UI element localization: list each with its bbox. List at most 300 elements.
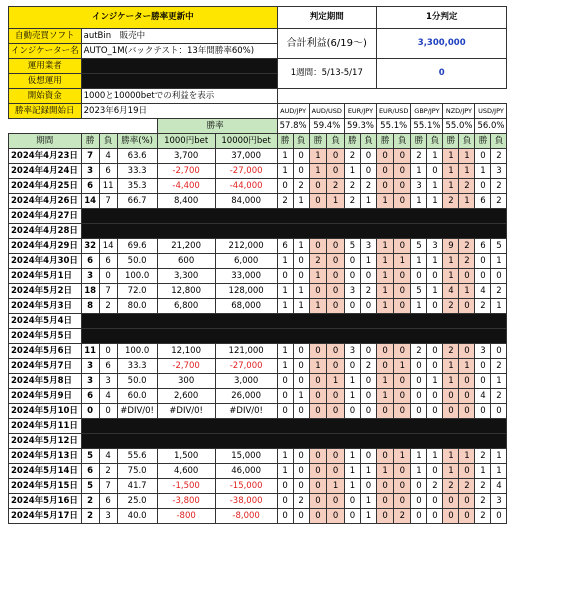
pair-result: 1: [443, 149, 459, 164]
blank-day: [81, 314, 507, 329]
info-label: 自動売買ソフト: [9, 29, 82, 44]
row-win: 8: [81, 299, 99, 314]
pair-result: 1: [411, 164, 427, 179]
pair-result: 0: [394, 194, 411, 209]
pair-result: 1: [309, 359, 327, 374]
row-date: 2024年5月7日: [9, 359, 82, 374]
row-date: 2024年5月16日: [9, 494, 82, 509]
pair-result: 0: [443, 404, 459, 419]
row-lose: 6: [99, 164, 117, 179]
pair-result: 0: [327, 299, 345, 314]
pair-result: 0: [394, 389, 411, 404]
pair-result: 2: [475, 479, 491, 494]
pair-result: 2: [344, 149, 360, 164]
pair-result: 1: [394, 254, 411, 269]
col-pair-lose: 負: [327, 134, 345, 149]
pair-result: 6: [475, 239, 491, 254]
row-bet1000: 6,800: [157, 299, 215, 314]
pair-result: 0: [411, 479, 427, 494]
pair-result: 0: [394, 299, 411, 314]
pair-result: 1: [411, 449, 427, 464]
pair-result: 0: [327, 464, 345, 479]
pair-result: 0: [475, 254, 491, 269]
pair-rate: 59.3%: [344, 119, 376, 134]
row-date: 2024年5月15日: [9, 479, 82, 494]
pair-result: 0: [427, 359, 443, 374]
row-lose: 3: [99, 509, 117, 524]
table-row: [9, 404, 507, 419]
pair-result: 2: [459, 239, 475, 254]
table-row: [9, 314, 507, 329]
pair-result: 0: [277, 479, 293, 494]
row-bet1000: 300: [157, 374, 215, 389]
sheet-title: インジケーター勝率更新中: [9, 7, 278, 29]
pair-rate: 55.1%: [411, 119, 443, 134]
pair-rate: 55.0%: [443, 119, 475, 134]
pair-result: 1: [360, 464, 376, 479]
pair-result: 0: [344, 509, 360, 524]
info-value: 1000と10000betでの利益を表示: [81, 89, 277, 104]
table-row: [9, 194, 507, 209]
pair-result: 0: [344, 269, 360, 284]
week-value: 0: [376, 59, 507, 89]
table-row: [9, 269, 507, 284]
pair-result: 1: [459, 359, 475, 374]
row-lose: 11: [99, 179, 117, 194]
row-date: 2024年4月26日: [9, 194, 82, 209]
pair-result: 0: [376, 404, 393, 419]
pair-result: 0: [427, 299, 443, 314]
pair-result: 0: [394, 164, 411, 179]
pair-result: 0: [427, 494, 443, 509]
pair-result: 0: [344, 494, 360, 509]
row-win: 6: [81, 389, 99, 404]
pair-result: 1: [277, 299, 293, 314]
row-bet10000: 33,000: [215, 269, 277, 284]
pair-result: 1: [309, 299, 327, 314]
info-value: [81, 59, 277, 74]
pair-result: 0: [277, 494, 293, 509]
pair-result: 0: [309, 284, 327, 299]
row-bet10000: -8,000: [215, 509, 277, 524]
pair-name: NZD/JPY: [443, 104, 475, 119]
row-bet10000: -15,000: [215, 479, 277, 494]
pair-result: 1: [459, 149, 475, 164]
pair-result: 1: [475, 164, 491, 179]
pair-result: 0: [376, 509, 393, 524]
table-row: [9, 284, 507, 299]
pair-result: 0: [309, 374, 327, 389]
row-bet1000: -800: [157, 509, 215, 524]
row-rate: 75.0: [117, 464, 157, 479]
row-lose: 7: [99, 194, 117, 209]
pair-result: 1: [459, 164, 475, 179]
rate-label: 勝率: [157, 119, 277, 134]
pair-result: 6: [277, 239, 293, 254]
pair-result: 1: [327, 479, 345, 494]
row-bet10000: #DIV/0!: [215, 404, 277, 419]
row-bet10000: 84,000: [215, 194, 277, 209]
row-bet10000: 15,000: [215, 449, 277, 464]
pair-result: 1: [427, 149, 443, 164]
pair-result: 3: [344, 344, 360, 359]
table-row: [9, 164, 507, 179]
row-win: 3: [81, 374, 99, 389]
row-lose: 6: [99, 359, 117, 374]
row-lose: 0: [99, 344, 117, 359]
row-rate: 33.3: [117, 164, 157, 179]
pair-result: 2: [475, 494, 491, 509]
week-label: 1週間：5/13-5/17: [277, 59, 376, 89]
row-bet1000: 3,300: [157, 269, 215, 284]
pair-result: 2: [459, 479, 475, 494]
pair-result: 0: [394, 269, 411, 284]
row-bet1000: -3,800: [157, 494, 215, 509]
pair-result: 5: [411, 284, 427, 299]
pair-result: 1: [344, 449, 360, 464]
pair-result: 0: [427, 509, 443, 524]
pair-result: 1: [427, 194, 443, 209]
pair-result: 0: [376, 479, 393, 494]
pair-result: 1: [309, 164, 327, 179]
pair-result: 1: [309, 269, 327, 284]
pair-result: 5: [344, 239, 360, 254]
info-value: 2023年6月19日: [81, 104, 277, 119]
pair-result: 0: [411, 509, 427, 524]
pair-result: 0: [394, 149, 411, 164]
info-label: 仮想運用: [9, 74, 82, 89]
pair-result: 1: [360, 494, 376, 509]
row-bet1000: 21,200: [157, 239, 215, 254]
pair-result: 2: [491, 149, 507, 164]
pair-result: 1: [427, 284, 443, 299]
row-lose: 7: [99, 479, 117, 494]
pair-result: 0: [360, 269, 376, 284]
pair-result: 3: [360, 239, 376, 254]
pair-result: 0: [309, 389, 327, 404]
pair-result: 0: [394, 494, 411, 509]
pair-result: 2: [427, 479, 443, 494]
pair-result: 0: [459, 344, 475, 359]
pair-result: 2: [475, 509, 491, 524]
row-rate: 100.0: [117, 269, 157, 284]
pair-result: 1: [443, 374, 459, 389]
row-win: 2: [81, 494, 99, 509]
pair-result: 4: [443, 284, 459, 299]
pair-result: 2: [475, 449, 491, 464]
pair-result: 0: [293, 449, 309, 464]
pair-result: 0: [327, 494, 345, 509]
pair-result: 1: [277, 254, 293, 269]
info-value: [81, 74, 277, 89]
col-period: 期間: [9, 134, 82, 149]
pair-result: 0: [309, 494, 327, 509]
row-lose: 7: [99, 284, 117, 299]
row-date: 2024年4月23日: [9, 149, 82, 164]
table-row: [9, 329, 507, 344]
pair-result: 2: [327, 179, 345, 194]
pair-result: 1: [277, 149, 293, 164]
pair-result: 1: [459, 449, 475, 464]
row-bet10000: 128,000: [215, 284, 277, 299]
row-lose: 0: [99, 404, 117, 419]
col-pair-win: 勝: [443, 134, 459, 149]
row-bet1000: 12,100: [157, 344, 215, 359]
pair-result: 1: [277, 464, 293, 479]
pair-result: 0: [360, 374, 376, 389]
pair-result: 0: [327, 284, 345, 299]
pair-result: 1: [443, 179, 459, 194]
pair-result: 0: [411, 269, 427, 284]
info-label: 運用業者: [9, 59, 82, 74]
pair-result: 0: [327, 404, 345, 419]
pair-result: 1: [411, 299, 427, 314]
row-bet1000: 8,400: [157, 194, 215, 209]
pair-result: 0: [277, 389, 293, 404]
pair-result: 0: [427, 404, 443, 419]
row-date: 2024年4月24日: [9, 164, 82, 179]
row-bet10000: 6,000: [215, 254, 277, 269]
pair-result: 1: [411, 464, 427, 479]
pair-result: 1: [376, 239, 393, 254]
pair-result: 0: [309, 449, 327, 464]
win-rate-sheet: [8, 6, 507, 524]
pair-result: 0: [309, 479, 327, 494]
row-date: 2024年5月9日: [9, 389, 82, 404]
row-rate: 55.6: [117, 449, 157, 464]
pair-result: 0: [327, 254, 345, 269]
pair-result: 2: [491, 179, 507, 194]
col-pair-win: 勝: [344, 134, 360, 149]
row-lose: 2: [99, 299, 117, 314]
pair-result: 0: [360, 344, 376, 359]
pair-result: 1: [293, 284, 309, 299]
pair-result: 0: [327, 449, 345, 464]
row-rate: 69.6: [117, 239, 157, 254]
row-bet1000: 2,600: [157, 389, 215, 404]
pair-result: 1: [427, 449, 443, 464]
pair-result: 1: [376, 254, 393, 269]
row-rate: 41.7: [117, 479, 157, 494]
pair-result: 2: [360, 179, 376, 194]
pair-result: 2: [459, 254, 475, 269]
row-win: 2: [81, 509, 99, 524]
row-bet10000: -27,000: [215, 164, 277, 179]
pair-result: 1: [344, 374, 360, 389]
pair-result: 2: [411, 344, 427, 359]
blank-day: [81, 419, 507, 434]
pair-result: 0: [459, 299, 475, 314]
pair-result: 1: [491, 464, 507, 479]
col-pair-lose: 負: [427, 134, 443, 149]
blank-day: [81, 209, 507, 224]
row-date: 2024年5月17日: [9, 509, 82, 524]
pair-result: 1: [443, 164, 459, 179]
pair-result: 2: [491, 389, 507, 404]
row-lose: 2: [99, 464, 117, 479]
pair-result: 1: [443, 449, 459, 464]
pair-result: 1: [427, 254, 443, 269]
row-bet1000: 1,500: [157, 449, 215, 464]
pair-result: 0: [491, 509, 507, 524]
profit-label: 合計利益(6/19〜): [277, 29, 376, 59]
info-label: 勝率記録開始日: [9, 104, 82, 119]
pair-result: 0: [376, 164, 393, 179]
pair-rate: 57.8%: [277, 119, 309, 134]
pair-result: 1: [293, 389, 309, 404]
pair-result: 1: [491, 374, 507, 389]
pair-result: 0: [293, 479, 309, 494]
pair-result: 0: [459, 374, 475, 389]
table-row: [9, 254, 507, 269]
row-bet10000: 68,000: [215, 299, 277, 314]
pair-result: 2: [360, 359, 376, 374]
pair-result: 1: [277, 284, 293, 299]
pair-result: 2: [411, 149, 427, 164]
pair-result: 1: [277, 359, 293, 374]
pair-result: 5: [411, 239, 427, 254]
row-rate: 25.0: [117, 494, 157, 509]
row-rate: 40.0: [117, 509, 157, 524]
pair-result: 0: [327, 389, 345, 404]
pair-result: 0: [427, 464, 443, 479]
pair-result: 1: [376, 299, 393, 314]
table-row: [9, 479, 507, 494]
pair-result: 3: [491, 494, 507, 509]
pair-result: 0: [443, 509, 459, 524]
row-rate: 100.0: [117, 344, 157, 359]
blank-day: [81, 224, 507, 239]
pair-result: 0: [459, 509, 475, 524]
row-bet1000: -2,700: [157, 164, 215, 179]
row-date: 2024年5月6日: [9, 344, 82, 359]
pair-result: 1: [459, 284, 475, 299]
pair-result: 1: [491, 254, 507, 269]
table-row: [9, 359, 507, 374]
pair-result: 0: [376, 344, 393, 359]
pair-rate: 56.0%: [475, 119, 507, 134]
pair-result: 0: [277, 269, 293, 284]
row-date: 2024年4月30日: [9, 254, 82, 269]
pair-result: 3: [411, 179, 427, 194]
row-date: 2024年5月8日: [9, 374, 82, 389]
pair-result: 1: [360, 509, 376, 524]
pair-result: 0: [309, 179, 327, 194]
row-bet10000: 212,000: [215, 239, 277, 254]
pair-result: 0: [459, 464, 475, 479]
row-date: 2024年4月29日: [9, 239, 82, 254]
pair-result: 0: [293, 269, 309, 284]
pair-result: 0: [344, 359, 360, 374]
pair-result: 0: [411, 404, 427, 419]
pair-result: 1: [376, 389, 393, 404]
pair-result: 0: [376, 149, 393, 164]
pair-result: 1: [411, 254, 427, 269]
pair-result: 0: [491, 344, 507, 359]
pair-result: 0: [360, 164, 376, 179]
pair-result: 0: [376, 179, 393, 194]
col-pair-win: 勝: [475, 134, 491, 149]
table-row: [9, 209, 507, 224]
spacer: [9, 119, 158, 134]
row-date: 2024年5月13日: [9, 449, 82, 464]
pair-result: 0: [344, 299, 360, 314]
row-date: 2024年5月11日: [9, 419, 82, 434]
judge-label: 1分判定: [376, 7, 507, 29]
pair-result: 1: [293, 194, 309, 209]
pair-result: 0: [394, 239, 411, 254]
row-lose: 4: [99, 149, 117, 164]
row-win: 14: [81, 194, 99, 209]
pair-result: 0: [360, 149, 376, 164]
table-row: [9, 149, 507, 164]
pair-result: 0: [491, 269, 507, 284]
spacer: [277, 89, 507, 104]
pair-result: 0: [475, 149, 491, 164]
pair-result: 1: [344, 464, 360, 479]
row-bet1000: #DIV/0!: [157, 404, 215, 419]
pair-result: 0: [277, 374, 293, 389]
row-win: 6: [81, 179, 99, 194]
pair-result: 1: [277, 164, 293, 179]
pair-result: 0: [344, 404, 360, 419]
pair-result: 0: [293, 359, 309, 374]
pair-result: 0: [475, 404, 491, 419]
row-rate: 60.0: [117, 389, 157, 404]
pair-result: 1: [427, 374, 443, 389]
info-label: インジケーター名: [9, 44, 82, 59]
pair-result: 1: [309, 149, 327, 164]
pair-result: 0: [411, 494, 427, 509]
pair-result: 0: [309, 344, 327, 359]
pair-result: 1: [293, 299, 309, 314]
info-value: autBin 販売中: [81, 29, 277, 44]
pair-result: 0: [327, 509, 345, 524]
pair-result: 0: [293, 464, 309, 479]
table-row: [9, 419, 507, 434]
table-row: [9, 299, 507, 314]
row-win: 32: [81, 239, 99, 254]
pair-result: 1: [443, 269, 459, 284]
pair-result: 0: [427, 269, 443, 284]
table-row: [9, 179, 507, 194]
pair-result: 0: [427, 164, 443, 179]
table-row: [9, 374, 507, 389]
pair-result: 4: [475, 389, 491, 404]
pair-result: 0: [293, 254, 309, 269]
pair-result: 0: [293, 404, 309, 419]
pair-result: 0: [427, 389, 443, 404]
info-label: 開始資金: [9, 89, 82, 104]
table-row: [9, 509, 507, 524]
blank-day: [81, 434, 507, 449]
pair-result: 1: [344, 164, 360, 179]
pair-result: 0: [293, 374, 309, 389]
row-lose: 4: [99, 389, 117, 404]
row-bet1000: 12,800: [157, 284, 215, 299]
row-win: 3: [81, 359, 99, 374]
pair-result: 5: [491, 239, 507, 254]
pair-result: 0: [394, 344, 411, 359]
pair-result: 0: [309, 464, 327, 479]
row-bet1000: 3,700: [157, 149, 215, 164]
pair-result: 1: [459, 194, 475, 209]
row-bet10000: -27,000: [215, 359, 277, 374]
row-rate: 66.7: [117, 194, 157, 209]
pair-result: 1: [475, 464, 491, 479]
table-row: [9, 224, 507, 239]
pair-result: 0: [309, 194, 327, 209]
